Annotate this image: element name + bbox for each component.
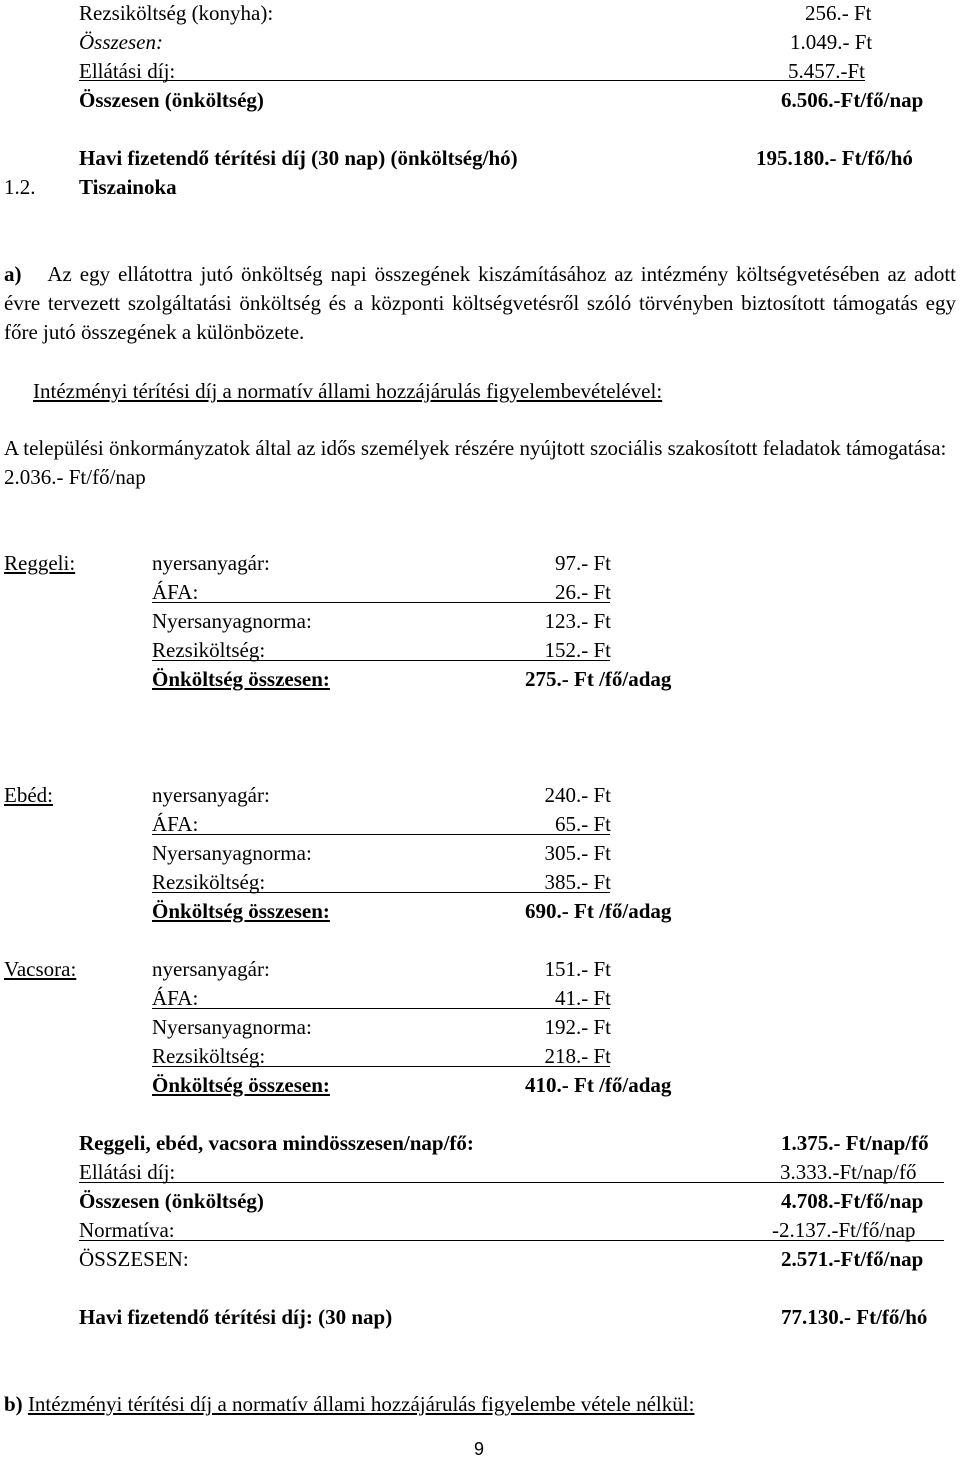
meal-row-label: Rezsiköltség: (152, 870, 266, 894)
paragraph-b-marker: b) (4, 1392, 23, 1416)
meal-rule (152, 602, 610, 603)
summary-rule (79, 1182, 944, 1183)
summary-value-mindosszesen: 1.375.- Ft/nap/fő (781, 1131, 929, 1155)
meal-row-label: nyersanyagár: (152, 551, 270, 575)
top-value-osszesen: 1.049.- Ft (790, 30, 873, 54)
paragraph-b-text: Intézményi térítési díj a normatív állami hozzájárulás figyelembe vétele nélkül: (27, 1392, 695, 1416)
summary-value-havi-dij: 77.130.- Ft/fő/hó (781, 1305, 928, 1329)
meal-total-value: 410.- Ft /fő/adag (525, 1073, 672, 1097)
top-value-osszesen-onkoltseg: 6.506.-Ft/fő/nap (781, 88, 924, 112)
meal-row-label: Rezsiköltség: (152, 638, 266, 662)
summary-label-osszesen-total: ÖSSZESEN: (79, 1247, 189, 1271)
summary-label-havi-dij: Havi fizetendő térítési díj: (30 nap) (79, 1305, 393, 1329)
meal-rule (152, 834, 610, 835)
summary-label-normativa: Normatíva: (79, 1218, 175, 1242)
top-rule (79, 80, 865, 81)
top-label-osszesen-onkoltseg: Összesen (önköltség) (79, 88, 264, 112)
meal-row-label: Nyersanyagnorma: (152, 841, 312, 865)
top-label-rezsikoltseg: Rezsiköltség (konyha): (79, 1, 274, 25)
summary-label-mindosszesen: Reggeli, ebéd, vacsora mindösszesen/nap/fő: (79, 1131, 474, 1155)
meal-total-value: 690.- Ft /fő/adag (525, 899, 672, 923)
summary-rule (79, 1240, 944, 1241)
top-value-havi-dij: 195.180.- Ft/fő/hó (756, 146, 913, 170)
summary-label-osszesen-onkoltseg: Összesen (önköltség) (79, 1189, 264, 1213)
meal-row-value: 385.- Ft (544, 870, 611, 894)
top-label-osszesen: Összesen: (79, 30, 163, 54)
meal-row-value: 26.- Ft (554, 580, 611, 604)
top-value-rezsikoltseg: 256.- Ft (805, 1, 872, 25)
top-value-ellatasi-dij: 5.457.-Ft (788, 59, 866, 83)
meal-row-value: 240.- Ft (544, 783, 611, 807)
summary-value-osszesen-total: 2.571.-Ft/fő/nap (781, 1247, 924, 1271)
summary-value-osszesen-onkoltseg: 4.708.-Ft/fő/nap (781, 1189, 924, 1213)
meal-row-value: 151.- Ft (544, 957, 611, 981)
meal-row-label: Rezsiköltség: (152, 1044, 266, 1068)
meal-row-label: Nyersanyagnorma: (152, 609, 312, 633)
meal-total-label: Önköltség összesen: (152, 667, 330, 691)
summary-value-normativa: -2.137.-Ft/fő/nap (772, 1218, 916, 1242)
summary-label-ellatasi-dij: Ellátási díj: (79, 1160, 176, 1184)
meal-row-value: 192.- Ft (544, 1015, 611, 1039)
subheading: Intézményi térítési díj a normatív állami hozzájárulás figyelembevételével: (33, 379, 663, 403)
paragraph-a (4, 260, 956, 347)
meal-name: Ebéd: (4, 783, 53, 807)
meal-row-label: ÁFA: (152, 812, 199, 836)
meal-row-label: nyersanyagár: (152, 783, 270, 807)
meal-row-value: 218.- Ft (544, 1044, 611, 1068)
section-title: Tiszainoka (79, 175, 177, 199)
paragraph-a-marker: a) (4, 262, 22, 286)
meal-row-label: Nyersanyagnorma: (152, 1015, 312, 1039)
meal-rule (152, 1066, 610, 1067)
meal-row-value: 41.- Ft (554, 986, 611, 1010)
meal-row-value: 65.- Ft (554, 812, 611, 836)
meal-row-label: ÁFA: (152, 986, 199, 1010)
meal-rule (152, 660, 610, 661)
meal-name: Vacsora: (4, 957, 77, 981)
meal-rule (152, 1008, 610, 1009)
summary-value-ellatasi-dij: 3.333.-Ft/nap/fő (780, 1160, 917, 1184)
meal-row-value: 152.- Ft (544, 638, 611, 662)
meal-row-value: 97.- Ft (554, 551, 611, 575)
top-label-ellatasi-dij: Ellátási díj: (79, 59, 176, 83)
meal-row-label: nyersanyagár: (152, 957, 270, 981)
meal-row-value: 123.- Ft (544, 609, 611, 633)
meal-total-label: Önköltség összesen: (152, 899, 330, 923)
section-number: 1.2. (4, 175, 36, 199)
paragraph-a-text: Az egy ellátottra jutó önköltség napi összegének kiszámításához az intézmény költségvetésében az adott évre tervezett szolgáltatási önköltség és a központi költségvetésről szóló törvényben biztosított támogatás egy főre jutó összegének a különbözete. (4, 262, 957, 344)
page-number: 9 (474, 1439, 485, 1459)
meal-total-label: Önköltség összesen: (152, 1073, 330, 1097)
meal-total-value: 275.- Ft /fő/adag (525, 667, 672, 691)
meal-name: Reggeli: (4, 551, 76, 575)
support-text: A települési önkormányzatok által az idős személyek részére nyújtott szociális szakosított feladatok támogatása: 2.036.- Ft/fő/nap (4, 436, 947, 489)
top-label-havi-dij: Havi fizetendő térítési díj (30 nap) (önköltség/hó) (79, 146, 518, 170)
meal-rule (152, 892, 610, 893)
paragraph-b (4, 1391, 694, 1417)
meal-row-label: ÁFA: (152, 580, 199, 604)
meal-row-value: 305.- Ft (544, 841, 611, 865)
